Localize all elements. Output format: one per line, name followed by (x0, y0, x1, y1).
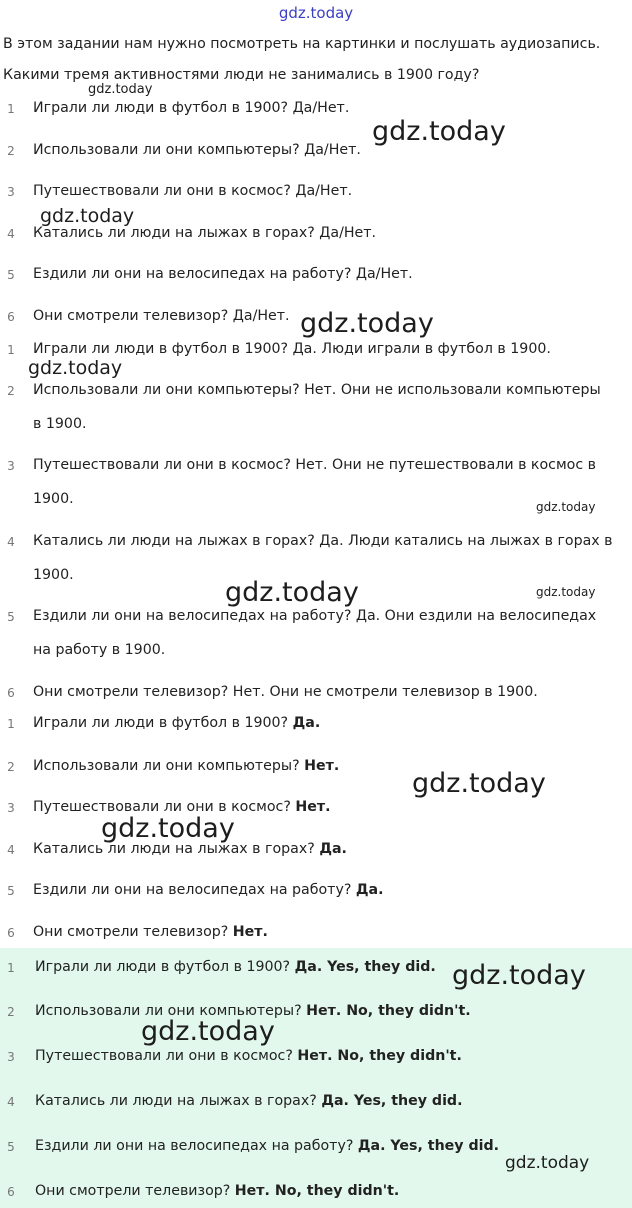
item-number: 1 (7, 961, 15, 975)
item-number: 5 (7, 610, 15, 624)
item-number: 4 (7, 227, 15, 241)
item-question: Катались ли люди на лыжах в горах? (35, 1093, 322, 1109)
item-text (35, 1048, 462, 1064)
item-question: Путешествовали ли они в космос? (33, 799, 296, 815)
item-number: 6 (7, 1185, 15, 1199)
item-number: 4 (7, 843, 15, 857)
item-answer: Нет. No, they didn't. (297, 1048, 462, 1064)
item-answer: Да. Yes, they did. (357, 1138, 500, 1154)
site-logo[interactable]: gdz.today (278, 4, 354, 22)
watermark: gdz.today (300, 308, 434, 339)
item-text: Они смотрели телевизор? Нет. Они не смотрели телевизор в 1900. (33, 684, 538, 700)
item-question: Играли ли люди в футбол в 1900? (33, 715, 293, 731)
item-number: 1 (7, 102, 15, 116)
item-answer: Да. (355, 882, 384, 898)
item-number: 3 (7, 1050, 15, 1064)
item-text (35, 1183, 399, 1199)
watermark: gdz.today (452, 960, 586, 991)
item-number: 3 (7, 185, 15, 199)
item-number: 5 (7, 268, 15, 282)
item-number: 1 (7, 343, 15, 357)
item-text: Использовали ли они компьютеры? Нет. Они не использовали компьютеры (33, 382, 601, 398)
item-text: Катались ли люди на лыжах в горах? Да. Люди катались на лыжах в горах в (33, 533, 613, 549)
item-question: Они смотрели телевизор? (35, 1183, 235, 1199)
item-text-continued: в 1900. (33, 416, 87, 432)
item-text-continued: 1900. (33, 491, 74, 507)
item-number: 1 (7, 717, 15, 731)
item-number: 5 (7, 884, 15, 898)
watermark: gdz.today (372, 116, 506, 147)
item-question: Ездили ли они на велосипедах на работу? (33, 882, 356, 898)
item-number: 2 (7, 384, 15, 398)
item-question: Играли ли люди в футбол в 1900? (35, 959, 295, 975)
item-text: Ездили ли они на велосипедах на работу? Да/Нет. (33, 266, 413, 282)
item-question: Путешествовали ли они в космос? (35, 1048, 298, 1064)
item-text: Катались ли люди на лыжах в горах? Да/Нет. (33, 225, 377, 241)
item-question: Использовали ли они компьютеры? (35, 1003, 307, 1019)
item-text (33, 758, 339, 774)
question-text: Какими тремя активностями люди не занимались в 1900 году? (3, 67, 480, 83)
item-answer: Нет. No, they didn't. (234, 1183, 400, 1199)
item-text: Играли ли люди в футбол в 1900? Да/Нет. (33, 100, 350, 116)
item-answer: Да. (319, 841, 347, 857)
item-number: 3 (7, 801, 15, 815)
watermark: gdz.today (101, 813, 235, 844)
item-text: Использовали ли они компьютеры? Да/Нет. (33, 142, 361, 158)
item-number: 5 (7, 1140, 15, 1154)
item-text (35, 959, 436, 975)
item-text (35, 1093, 462, 1109)
item-number: 2 (7, 760, 15, 774)
watermark: gdz.today (536, 500, 596, 514)
item-number: 2 (7, 144, 15, 158)
item-number: 6 (7, 686, 15, 700)
item-text: Играли ли люди в футбол в 1900? Да. Люди играли в футбол в 1900. (33, 341, 551, 357)
item-text (35, 1138, 499, 1154)
item-number: 6 (7, 310, 15, 324)
item-question: Использовали ли они компьютеры? (33, 758, 305, 774)
item-number: 4 (7, 1095, 15, 1109)
item-question: Они смотрели телевизор? (33, 924, 233, 940)
item-answer: Да. (292, 715, 321, 731)
watermark: gdz.today (225, 577, 359, 608)
watermark: gdz.today (88, 82, 153, 97)
item-text: Ездили ли они на велосипедах на работу? Да. Они ездили на велосипедах (33, 608, 597, 624)
item-answer: Нет. (295, 799, 331, 815)
item-number: 2 (7, 1005, 15, 1019)
item-text-continued: 1900. (33, 567, 74, 583)
item-number: 4 (7, 535, 15, 549)
watermark: gdz.today (536, 585, 596, 599)
watermark: gdz.today (28, 357, 123, 379)
item-question: Ездили ли они на велосипедах на работу? (35, 1138, 358, 1154)
item-text (33, 924, 268, 940)
item-answer: Нет. (304, 758, 340, 774)
item-question: Катались ли люди на лыжах в горах? (33, 841, 320, 857)
item-text (33, 715, 320, 731)
item-answer: Нет. (232, 924, 268, 940)
item-answer: Нет. No, they didn't. (306, 1003, 471, 1019)
item-number: 3 (7, 459, 15, 473)
intro-text: В этом задании нам нужно посмотреть на картинки и послушать аудиозапись. (3, 36, 601, 52)
item-answer: Да. Yes, they did. (294, 959, 436, 975)
watermark: gdz.today (412, 768, 546, 799)
item-number: 6 (7, 926, 15, 940)
item-text-continued: на работу в 1900. (33, 642, 166, 658)
item-text: Путешествовали ли они в космос? Да/Нет. (33, 183, 353, 199)
item-answer: Да. Yes, they did. (321, 1093, 463, 1109)
watermark: gdz.today (141, 1016, 275, 1047)
watermark: gdz.today (40, 205, 135, 227)
item-text: Они смотрели телевизор? Да/Нет. (33, 308, 290, 324)
watermark: gdz.today (505, 1153, 590, 1173)
item-text: Путешествовали ли они в космос? Нет. Они не путешествовали в космос в (33, 457, 597, 473)
item-text (33, 882, 384, 898)
